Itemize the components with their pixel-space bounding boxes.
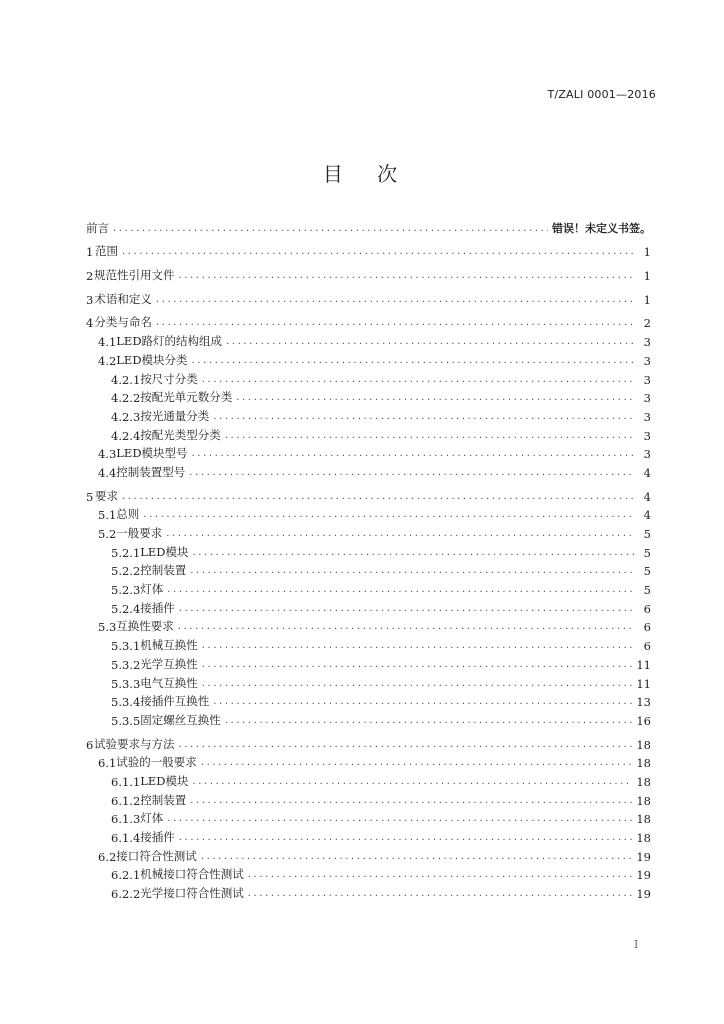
toc-entry[interactable]	[86, 770, 651, 789]
toc-entry[interactable]	[86, 541, 651, 560]
toc-leader-dots	[202, 677, 633, 691]
toc-entry[interactable]	[86, 330, 651, 349]
toc-entry-number: 4.2.2	[111, 391, 141, 406]
toc-entry-page: 18	[636, 737, 651, 752]
toc-leader-dots	[156, 316, 635, 330]
toc-entry-number: 6	[86, 737, 94, 752]
toc-entry-page: 19	[636, 849, 651, 864]
toc-entry-title: 按尺寸分类	[140, 371, 198, 386]
toc-entry-page: 3	[643, 428, 651, 443]
toc-entry[interactable]	[86, 882, 651, 901]
toc-entry[interactable]	[86, 826, 651, 845]
toc-entry-page: 3	[643, 391, 651, 406]
toc-entry-page: 3	[643, 372, 651, 387]
toc-entry-page: 5	[643, 527, 651, 541]
toc-leader-dots	[226, 335, 635, 349]
toc-entry-page: 18	[636, 774, 651, 789]
toc-entry-number: 5.3.1	[111, 639, 141, 654]
toc-leader-dots	[213, 695, 632, 709]
toc-entry-title: 总则	[116, 507, 140, 522]
toc-leader-dots	[225, 714, 633, 728]
toc-entry-page: 19	[636, 868, 651, 883]
toc-leader-dots	[201, 756, 633, 770]
toc-entry-title: 按配光单元数分类	[140, 390, 233, 405]
toc-entry-number: 4.3	[98, 447, 117, 462]
toc-entry[interactable]	[86, 845, 651, 864]
toc-entry-page: 2	[643, 316, 651, 331]
toc-entry-page: 1	[643, 245, 651, 260]
toc-entry-page: 3	[643, 353, 651, 368]
toc-entry-number: 5.3	[98, 620, 117, 635]
toc-entry-number: 5.2.4	[111, 601, 141, 616]
toc-entry-page: 4	[643, 465, 651, 480]
toc-entry-title: LED模块分类	[116, 352, 188, 367]
toc-entry-number: 1	[86, 245, 94, 260]
toc-entry-number: 6.1	[98, 756, 117, 771]
toc-leader-dots	[189, 466, 635, 480]
page-number: I	[634, 938, 639, 951]
toc-leader-dots	[167, 583, 635, 597]
toc-entry-title: 试验要求与方法	[93, 736, 175, 751]
toc-entry-page: 18	[636, 793, 651, 808]
toc-entry-title: LED模块	[140, 773, 189, 788]
toc-leader-dots	[143, 508, 635, 522]
toc-leader-dots	[166, 527, 635, 541]
toc-entry-number: 4.4	[98, 465, 117, 480]
toc-entry-title: 接插件互换性	[140, 694, 210, 709]
toc-entry-title: LED模块型号	[116, 446, 188, 461]
toc-entry[interactable]	[86, 789, 651, 808]
toc-entry[interactable]	[86, 616, 651, 635]
toc-entry-title: 控制装置	[140, 563, 187, 578]
toc-entry-title: 按光通量分类	[140, 408, 210, 423]
toc-entry-title: 机械互换性	[140, 638, 198, 653]
toc-leader-dots	[167, 812, 632, 826]
toc-entry-number: 4.2	[98, 353, 117, 368]
toc-entry-number: 5.3.5	[111, 713, 141, 728]
toc-entry-page: 18	[636, 831, 651, 845]
toc-entry-title: 电气互换性	[140, 675, 198, 690]
toc-entry-page: 19	[636, 887, 651, 902]
toc-entry-page: 1	[643, 269, 651, 284]
toc-entry-page: 3	[643, 447, 651, 462]
toc-entry[interactable]	[86, 405, 651, 424]
toc-entry[interactable]	[86, 672, 651, 691]
toc-entry-page: 6	[643, 620, 651, 635]
toc-entry[interactable]	[86, 597, 651, 616]
toc-entry-number: 4.1	[98, 335, 117, 350]
toc-entry-title: 范围	[94, 244, 118, 259]
toc-leader-dots	[202, 373, 635, 387]
toc-entry-page: 3	[643, 409, 651, 424]
toc-entry-number: 4	[86, 316, 94, 331]
toc-entry[interactable]	[86, 653, 651, 672]
toc-entry-title: 控制装置型号	[116, 464, 186, 479]
toc-entry-page: 5	[643, 583, 651, 598]
toc-entry-title: 按配光类型分类	[140, 427, 221, 442]
toc-leader-dots	[113, 222, 548, 236]
toc-leader-dots	[190, 794, 632, 808]
toc-entry-title: 互换性要求	[116, 619, 174, 634]
toc-entry-title: 光学接口符合性测试	[140, 886, 244, 901]
toc-entry[interactable]	[86, 709, 651, 728]
toc-entry-number: 4.2.1	[111, 372, 141, 387]
toc-entry-title: 接插件	[140, 830, 175, 844]
standard-code: T/ZALI 0001—2016	[547, 88, 656, 101]
toc-entry-number: 5.2.1	[111, 545, 141, 560]
toc-entry[interactable]	[86, 485, 651, 504]
toc-entry-number: 3	[86, 292, 94, 307]
toc-entry-page: 13	[636, 695, 651, 710]
toc-entry[interactable]	[86, 634, 651, 653]
toc-entry-page: 3	[643, 335, 651, 350]
toc-leader-dots	[192, 354, 635, 368]
toc-entry-title: 灯体	[140, 582, 164, 597]
toc-entry-title: 一般要求	[116, 526, 163, 540]
toc-title: 目 次	[322, 162, 412, 186]
toc-entry-number: 6.1.2	[111, 793, 141, 808]
toc-entry-number: 4.2.4	[111, 428, 141, 443]
toc-entry-page: 11	[636, 657, 651, 672]
toc-leader-dots	[179, 269, 636, 283]
toc-leader-dots	[193, 546, 635, 560]
toc-entry-number: 5.2	[98, 527, 117, 541]
toc-entry-number: 4.2.3	[111, 409, 141, 424]
toc-entry-page: 6	[643, 601, 651, 616]
toc-entry-title: 机械接口符合性测试	[140, 867, 244, 882]
toc-entry-title: 控制装置	[140, 792, 187, 807]
toc-entry-title: 前言	[86, 220, 109, 235]
toc-entry-page: 4	[643, 489, 651, 504]
toc-entry[interactable]	[86, 560, 651, 579]
toc-leader-dots	[179, 602, 635, 616]
toc-entry-number: 6.2	[98, 849, 117, 864]
toc-leader-dots	[248, 868, 633, 882]
toc-entry-title: 术语和定义	[94, 291, 152, 306]
toc-entry-number: 6.2.1	[111, 868, 141, 883]
toc-entry[interactable]	[86, 312, 651, 331]
toc-entry-title: 固定螺丝互换性	[140, 712, 221, 727]
toc-entry-page: 11	[636, 676, 651, 691]
toc-entry[interactable]	[86, 241, 651, 260]
toc-entry[interactable]	[86, 864, 651, 883]
toc-leader-dots	[122, 245, 635, 259]
toc-entry-number: 5.3.2	[111, 657, 141, 672]
toc-leader-dots	[178, 738, 632, 752]
toc-entry-number: 5.2.2	[111, 564, 141, 579]
toc-entry[interactable]	[86, 691, 651, 710]
toc-entry-number: 5.2.3	[111, 583, 141, 598]
toc-entry-title: 规范性引用文件	[94, 268, 175, 283]
toc-leader-dots	[178, 620, 635, 634]
toc-entry[interactable]	[86, 733, 651, 752]
toc-entry-title: LED路灯的结构组成	[116, 334, 223, 349]
toc-leader-dots	[236, 391, 635, 405]
toc-entry-title: 接口符合性测试	[116, 848, 197, 863]
toc-entry-title: 试验的一般要求	[116, 755, 197, 770]
toc-leader-dots	[192, 447, 635, 461]
toc-leader-dots	[179, 831, 633, 845]
toc-entry[interactable]	[86, 752, 651, 771]
toc-entry[interactable]	[86, 578, 651, 597]
toc-entry-number: 6.2.2	[111, 887, 141, 902]
toc-entry-number: 6.1.3	[111, 812, 141, 827]
toc-leader-dots	[248, 887, 633, 901]
toc-entry[interactable]	[86, 368, 651, 387]
toc-entry-page: 18	[636, 812, 651, 827]
toc-entry-page: 5	[643, 564, 651, 579]
toc-entry-page: 5	[643, 545, 651, 560]
toc-entry[interactable]	[86, 443, 651, 462]
toc-leader-dots	[122, 490, 635, 504]
toc-entry-title: 接插件	[140, 600, 175, 615]
toc-entry-title: 光学互换性	[140, 656, 198, 671]
toc-entry-number: 5.1	[98, 508, 117, 523]
toc-leader-dots	[190, 564, 635, 578]
toc-entry-page: 18	[636, 756, 651, 771]
toc-leader-dots	[202, 639, 635, 653]
toc-leader-dots	[193, 775, 633, 789]
toc-leader-dots	[202, 658, 633, 672]
toc-entry-title: LED模块	[140, 544, 189, 559]
toc-entry-page: 16	[636, 713, 651, 728]
toc-entry-title: 分类与命名	[94, 315, 152, 330]
toc-entry[interactable]	[86, 264, 651, 283]
toc-entry-number: 6.1.1	[111, 774, 141, 789]
toc-entry-number: 5	[86, 489, 94, 504]
toc-entry-page: 1	[643, 292, 651, 307]
toc-entry[interactable]	[86, 461, 651, 480]
toc-entry-page: 4	[643, 508, 651, 523]
toc-leader-dots	[213, 410, 635, 424]
toc-entry-page: 错误！未定义书签。	[552, 221, 651, 235]
toc-entry[interactable]	[86, 504, 651, 523]
toc-entry-number: 5.3.4	[111, 695, 141, 710]
toc-entry-number: 5.3.3	[111, 676, 141, 691]
toc-entry[interactable]	[86, 288, 651, 307]
toc-leader-dots	[201, 850, 633, 864]
toc-entry-title: 灯体	[140, 811, 164, 826]
toc-entry[interactable]	[86, 522, 651, 541]
toc-entry-number: 2	[86, 269, 94, 284]
table-of-contents	[86, 217, 651, 901]
toc-entry-title: 要求	[94, 488, 118, 503]
toc-entry[interactable]	[86, 808, 651, 827]
toc-entry[interactable]	[86, 424, 651, 443]
toc-entry[interactable]	[86, 387, 651, 406]
toc-entry[interactable]	[86, 349, 651, 368]
toc-entry[interactable]	[86, 217, 651, 236]
toc-entry-page: 6	[643, 639, 651, 654]
toc-entry-number: 6.1.4	[111, 831, 141, 845]
toc-leader-dots	[156, 293, 635, 307]
toc-leader-dots	[225, 429, 635, 443]
